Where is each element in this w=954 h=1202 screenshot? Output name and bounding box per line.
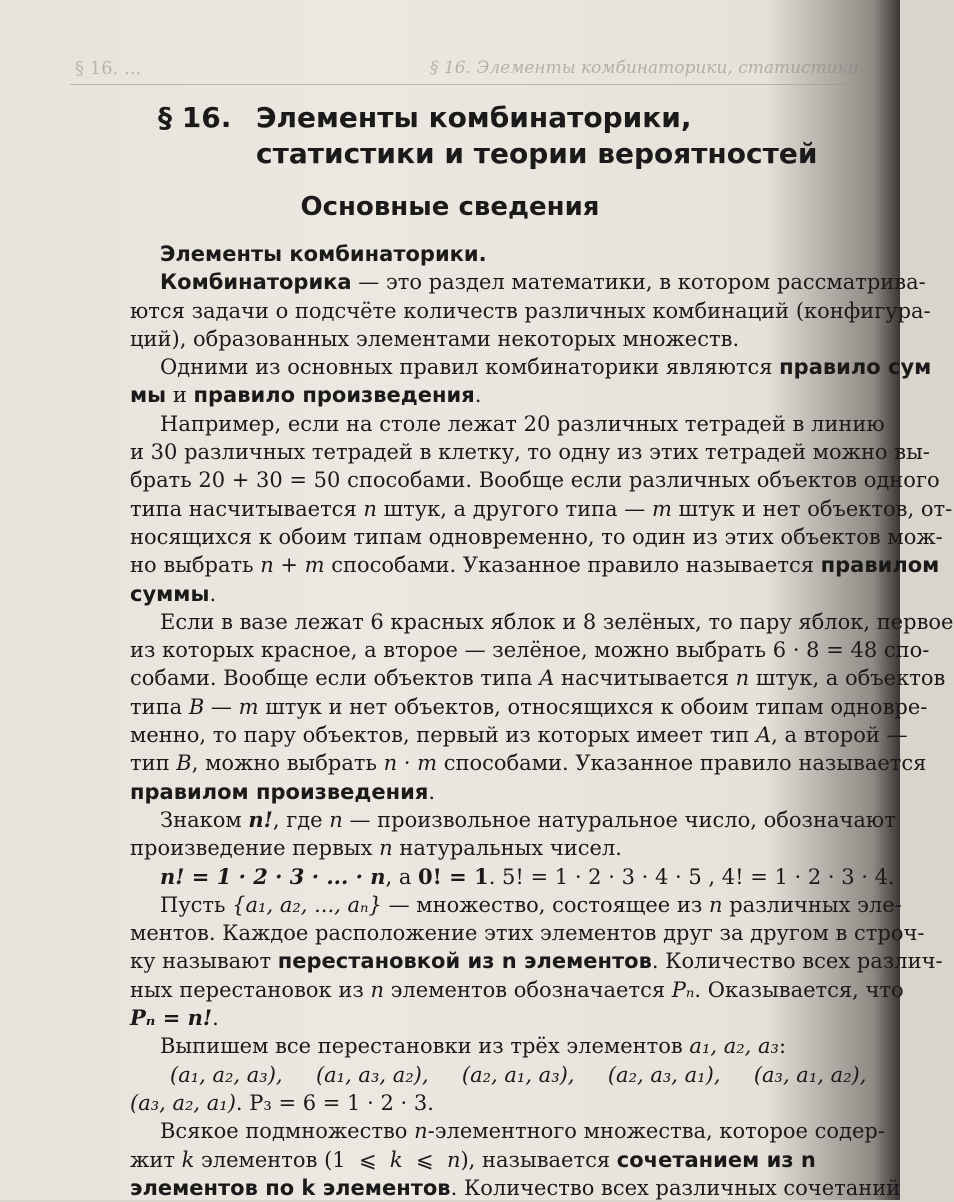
math: a₁, a₂, a₃ [689, 1034, 779, 1059]
text: штук и нет объектов, от- [671, 496, 953, 521]
math: Pₙ [671, 977, 695, 1002]
paragraph-line [130, 1174, 930, 1202]
bleed-through-running-title: § 16. Элементы комбинаторики, статистики... [430, 58, 875, 78]
section-number: § 16. [158, 101, 232, 134]
paragraph-line [130, 721, 930, 749]
term: мы [130, 383, 167, 408]
math: n · m [383, 751, 438, 776]
math: n [446, 1147, 461, 1172]
math: n [414, 1119, 428, 1144]
math: {a₁, a₂, ..., aₙ} [232, 892, 382, 917]
text: насчитывается [554, 666, 736, 691]
text: . Количество всех различ- [651, 949, 943, 974]
term: Комбинаторика [160, 270, 352, 295]
paragraph-line: Например, если на столе лежат 20 различных тетрадей в линию [160, 411, 885, 436]
math: k [389, 1147, 403, 1172]
text: Всякое подмножество [160, 1119, 415, 1144]
math: n [370, 977, 384, 1002]
paragraph-line: из которых красное, а второе — зелёное, можно выбрать 6 · 8 = 48 спо- [130, 638, 930, 663]
math: n + m [260, 553, 325, 578]
paragraph-line [130, 664, 946, 692]
section-title-line1: Элементы комбинаторики, [256, 101, 692, 134]
permutations-line: (a₁, a₂, a₃), (a₁, a₃, a₂), (a₂, a₁, a₃), (a₂, a₃, a₁), (a₃, a₁, a₂), [170, 1062, 867, 1087]
math: A [755, 723, 772, 748]
text: но выбрать [130, 553, 261, 578]
text: элементов (1 ⩽ [194, 1147, 390, 1172]
paragraph-line: ются задачи о подсчёте количеств различных комбинаций (конфигура- [130, 298, 931, 323]
text: собами. Вообще если объектов типа [130, 666, 540, 691]
text: Одними из основных правил комбинаторики являются [160, 355, 780, 380]
text: жит [130, 1147, 182, 1172]
body-text [130, 240, 954, 1202]
text: . [209, 581, 217, 606]
paragraph-line [130, 240, 930, 268]
paragraph-line [130, 1146, 930, 1174]
formula-line [130, 863, 930, 891]
text: . P₃ = 6 = 1 · 2 · 3. [235, 1090, 434, 1115]
paragraph-line [130, 1032, 930, 1060]
text: ку называют [130, 949, 278, 974]
text: способами. Указанное правило называется [437, 751, 927, 776]
text: типа [130, 694, 189, 719]
text: тип [130, 751, 177, 776]
paragraph-line: ций), образованных элементами некоторых множеств. [130, 326, 740, 351]
paragraph-line: и 30 различных тетрадей в клетку, то одну из этих тетрадей можно вы- [130, 440, 930, 465]
formula: 0! = 1 [418, 863, 489, 889]
paragraph-line [130, 806, 930, 834]
term: перестановкой из n элементов [277, 949, 652, 974]
text: и [166, 383, 194, 408]
paragraph-line [130, 891, 930, 919]
term: правило сум [779, 355, 932, 380]
paragraph-line [130, 1004, 930, 1032]
text: — это раздел математики, в котором рассматрива- [351, 270, 926, 295]
paragraph-line: Если в вазе лежат 6 красных яблок и 8 зелёных, то пару яблок, первое [160, 609, 954, 634]
formula: Pₙ = n! [130, 1005, 213, 1031]
subheading: Основные сведения [300, 192, 600, 222]
math: n [735, 666, 750, 691]
text: штук, а объектов [749, 666, 946, 691]
math: A [539, 666, 555, 691]
text: штук и нет объектов, относящихся к обоим типам одновре- [258, 694, 928, 719]
text: ⩽ [402, 1147, 447, 1172]
section-title-line2: статистики и теории вероятностей [256, 137, 818, 170]
text: натуральных чисел. [392, 836, 622, 861]
text: -элементного множества, которое содер- [427, 1119, 885, 1144]
text: — [204, 694, 239, 719]
text: : [778, 1034, 787, 1059]
text: . Оказывается, что [694, 977, 904, 1002]
text: Пусть [160, 892, 233, 917]
text: . [428, 779, 436, 804]
paragraph-line [130, 749, 930, 777]
paragraph-line [130, 834, 930, 862]
text: — множество, состоящее из [381, 892, 710, 917]
text: элементов обозначается [384, 977, 672, 1002]
text: . [212, 1006, 219, 1031]
text: произведение первых [130, 836, 380, 861]
term: суммы [130, 581, 210, 606]
math: B [176, 751, 192, 776]
text: Выпишем все перестановки из трёх элементов [160, 1034, 690, 1059]
term: правилом [820, 553, 940, 578]
paragraph-line: ментов. Каждое расположение этих элементов друг за другом в строч- [130, 921, 925, 946]
text: , а второй — [771, 723, 908, 748]
math: m [238, 694, 259, 719]
text: . Количество всех различных сочетаний [450, 1175, 901, 1200]
term: правило произведения [193, 383, 475, 408]
math: n [363, 496, 377, 521]
text: ных перестановок из [130, 977, 371, 1002]
section-heading [158, 100, 817, 172]
paragraph-line [130, 551, 940, 579]
term: сочетанием из n [616, 1147, 816, 1172]
text: типа насчитывается [130, 496, 364, 521]
formula: n! = 1 · 2 · 3 · ... · n [160, 863, 386, 889]
paragraph-line [130, 495, 953, 523]
text: способами. Указанное правило называется [324, 553, 821, 578]
math: (a₃, a₂, a₁) [130, 1090, 236, 1115]
math: n [379, 836, 393, 861]
text: штук, а другого типа — [376, 496, 652, 521]
term: правилом произведения [130, 779, 429, 804]
paragraph-line [130, 1117, 930, 1145]
math: n! [248, 806, 273, 832]
bleed-through-page-number: § 16. ... [75, 58, 142, 79]
text: менно, то пару объектов, первый из которых имеет тип [130, 723, 756, 748]
paragraph-line: носящихся к обоим типам одновременно, то один из этих объектов мож- [130, 524, 943, 549]
paragraph-line [130, 353, 930, 381]
run-heading: Элементы комбинаторики. [160, 242, 487, 266]
text: — произвольное натуральное число, обозначают [342, 807, 896, 832]
paragraph-line [130, 693, 930, 721]
math: n [329, 807, 343, 832]
text: . 5! = 1 · 2 · 3 · 4 · 5 , 4! = 1 · 2 · 3 · 4. [488, 864, 895, 889]
paragraph-line [130, 976, 930, 1004]
math: m [651, 496, 672, 521]
text: . [474, 383, 482, 408]
paragraph-line [130, 778, 930, 806]
paragraph-line [130, 947, 943, 975]
text: Знаком [160, 807, 249, 832]
text: , где [272, 807, 330, 832]
text: различных эле- [722, 892, 902, 917]
paragraph-line [130, 1089, 930, 1117]
math: B [188, 694, 205, 719]
header-rule [70, 84, 860, 85]
text: , можно выбрать [191, 751, 384, 776]
text: ), называется [460, 1147, 617, 1172]
paragraph-line [130, 268, 930, 296]
paragraph-line: брать 20 + 30 = 50 способами. Вообще если различных объектов одного [130, 468, 940, 493]
text: , а [385, 864, 419, 889]
term: элементов по k элементов [130, 1175, 451, 1200]
math: k [181, 1147, 195, 1172]
paragraph-line [130, 381, 930, 409]
paragraph-line [130, 580, 930, 608]
math: n [709, 892, 723, 917]
